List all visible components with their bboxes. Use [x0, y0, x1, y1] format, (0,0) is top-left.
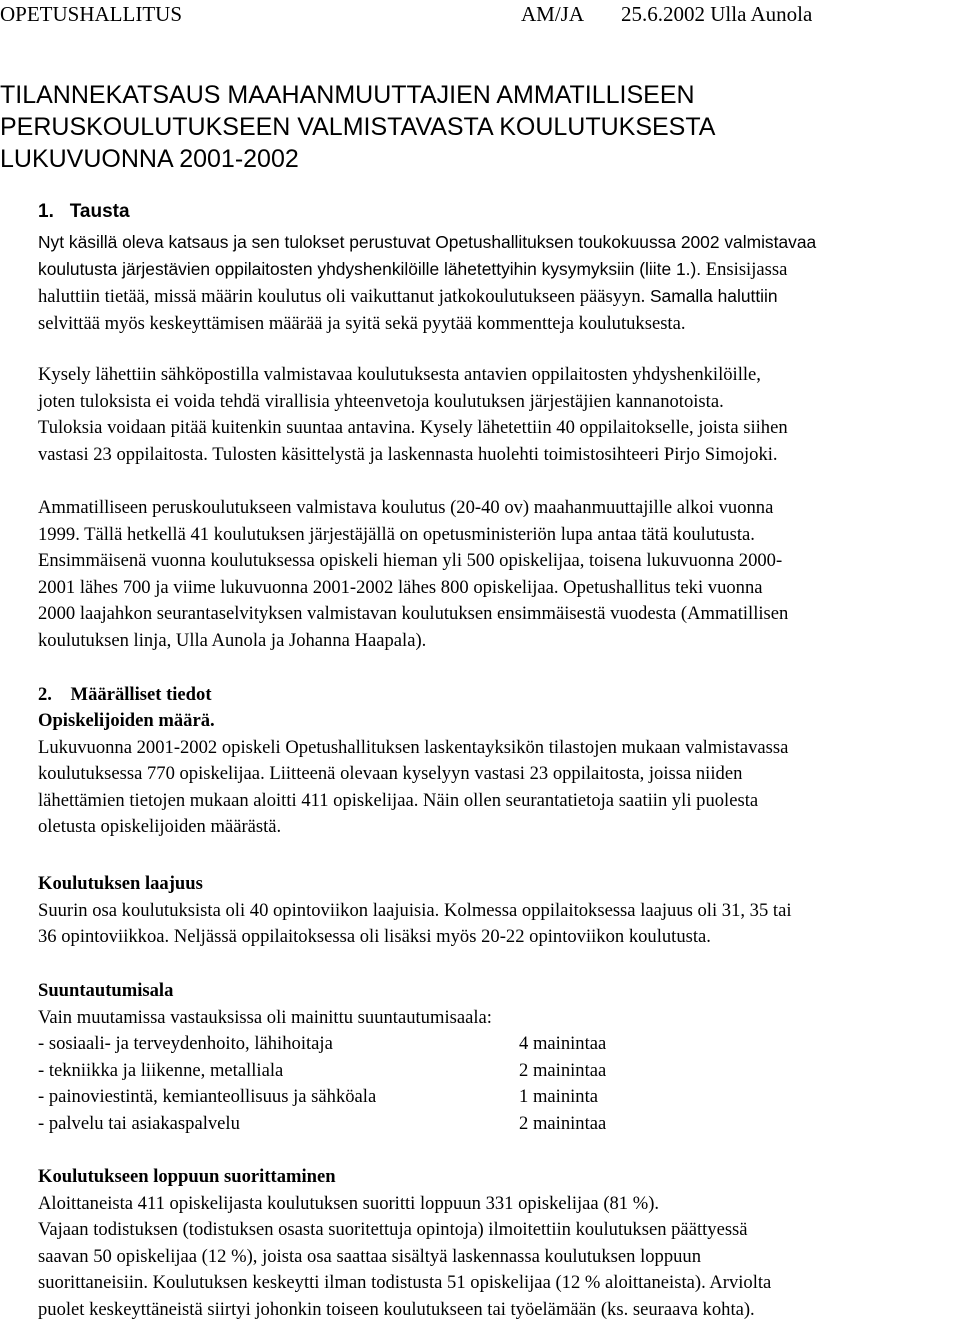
- paragraph-line: lähettämien tietojen mukaan aloitti 411 opiskelijaa. Näin ollen seurantatietoja saatiin yli puolesta: [38, 789, 759, 811]
- section-1-paragraph-1: [38, 229, 956, 337]
- list-item-field: - sosiaali- ja terveydenhoito, lähihoitaja: [38, 1033, 333, 1054]
- list-item: [38, 1031, 956, 1058]
- subsection-completion: [38, 1164, 956, 1323]
- paragraph-line: puolet keskeyttäneistä siirtyi johonkin toiseen koulutukseen tai työelämään (ks. seuraava kohta).: [38, 1298, 755, 1320]
- subsection-specialization: [38, 978, 956, 1137]
- list-item-field: - tekniikka ja liikenne, metalliala: [38, 1059, 284, 1081]
- list-item: [38, 1111, 956, 1138]
- header-organization: OPETUSHALLITUS: [0, 2, 182, 26]
- paragraph-segment: Samalla haluttiin: [649, 286, 778, 306]
- list-item-field: - palvelu tai asiakaspalvelu: [38, 1112, 240, 1134]
- paragraph-line: Aloittaneista 411 opiskelijasta koulutuksen suoritti loppuun 331 opiskelijaa (81 %).: [38, 1192, 660, 1214]
- subsection-heading: Opiskelijoiden määrä.: [38, 710, 215, 731]
- paragraph-line: 2001 lähes 700 ja viime lukuvuonna 2001-2002 lähes 800 opiskelijaa. Opetushallitus teki vuonna: [38, 576, 763, 598]
- subsection-heading: Suuntautumisala: [38, 980, 174, 1001]
- paragraph-line: koulutuksen linja, Ulla Aunola ja Johanna Haapala).: [38, 629, 427, 651]
- subsection-heading: Koulutuksen laajuus: [38, 873, 203, 894]
- paragraph-line: Ensimmäisenä vuonna koulutuksessa opiskeli hieman yli 500 opiskelijaa, toisena lukuvuonna 2000-: [38, 550, 783, 571]
- paragraph-line: joten tuloksista ei voida tehdä virallisia yhteenvetoja koulutuksen järjestäjien kannanotoista.: [38, 390, 724, 412]
- paragraph-line: Kysely lähettiin sähköpostilla valmistavaa koulutuksesta antavien oppilaitosten yhdyshenkilöille,: [38, 364, 761, 385]
- paragraph-line: oletusta opiskelijoiden määrästä.: [38, 816, 282, 837]
- document-header: [0, 2, 960, 28]
- section-1-number: 1.: [38, 201, 54, 222]
- subsection-student-count: [38, 708, 956, 841]
- list-item-count: 2 mainintaa: [519, 1112, 607, 1134]
- header-reference: AM/JA: [521, 2, 585, 26]
- paragraph-segment: koulutusta järjestävien oppilaitosten yhdyshenkilöille lähetettyihin kysymyksiin (liite 1.).: [38, 258, 702, 279]
- paragraph-line: 1999. Tällä hetkellä 41 koulutuksen järjestäjällä on opetusministeriön lupa antaa tätä koulutusta.: [38, 523, 755, 545]
- paragraph-line: Ammatilliseen peruskoulutukseen valmistava koulutus (20-40 ov) maahanmuuttajille alkoi vuonna: [38, 497, 774, 518]
- section-1-paragraph-2: [38, 362, 956, 468]
- paragraph-line: [38, 283, 956, 311]
- paragraph-line: vastasi 23 oppilaitosta. Tulosten käsittelystä ja laskennasta huolehti toimistosihteeri Pirjo Simojoki.: [38, 443, 778, 465]
- list-item: [38, 1084, 956, 1111]
- list-item-count: 2 mainintaa: [519, 1059, 607, 1081]
- title-line: TILANNEKATSAUS MAAHANMUUTTAJIEN AMMATILLISEEN: [0, 81, 695, 109]
- section-2-number: 2.: [38, 684, 52, 705]
- paragraph-line: 36 opintoviikkoa. Neljässä oppilaitoksessa oli lisäksi myös 20-22 opintoviikon koulutusta.: [38, 926, 711, 947]
- section-1-paragraph-3: [38, 495, 956, 654]
- section-1-title: Tausta: [69, 201, 130, 222]
- paragraph-line: Suurin osa koulutuksista oli 40 opintoviikon laajuisia. Kolmessa oppilaitoksessa laajuus oli 31, 35 tai: [38, 899, 792, 921]
- paragraph-line: 2000 laajahkon seurantaselvityksen valmistavan koulutuksen ensimmäisestä vuodesta (Ammatillisen: [38, 603, 789, 624]
- paragraph-line: suorittaneisiin. Koulutuksen keskeytti ilman todistusta 51 opiskelijaa (12 % aloittaneista). Arviolta: [38, 1272, 772, 1293]
- title-line: LUKUVUONNA 2001-2002: [0, 145, 299, 173]
- section-2-heading: [38, 682, 956, 709]
- list-item-count: 4 mainintaa: [519, 1033, 607, 1054]
- list-item-count: 1 maininta: [519, 1086, 599, 1107]
- subsection-training-scope: [38, 871, 956, 951]
- header-date-author: 25.6.2002 Ulla Aunola: [621, 2, 813, 26]
- paragraph-line: selvittää myös keskeyttämisen määrää ja syitä sekä pyytää kommentteja koulutuksesta.: [38, 312, 686, 334]
- subsection-heading: Koulutukseen loppuun suorittaminen: [38, 1166, 336, 1187]
- paragraph-segment: Ensisijassa: [705, 258, 788, 280]
- document-title: [0, 79, 950, 175]
- list-item-field: - painoviestintä, kemianteollisuus ja sähköala: [38, 1086, 377, 1107]
- paragraph-line: Nyt käsillä oleva katsaus ja sen tulokset perustuvat Opetushallituksen toukokuussa 2002 valmistavaa: [38, 232, 817, 252]
- paragraph-line: Vain muutamissa vastauksissa oli mainittu suuntautumisaala:: [38, 1006, 492, 1028]
- paragraph-line: Vajaan todistuksen (todistuksen osasta suoritettuja opintoja) ilmoitettiin koulutuksen päättyessä: [38, 1219, 748, 1240]
- list-item: [38, 1058, 956, 1085]
- section-2-title: Määrälliset tiedot: [70, 684, 212, 705]
- paragraph-line: Tuloksia voidaan pitää kuitenkin suuntaa antavina. Kysely lähetettiin 40 oppilaitokselle, joista siihen: [38, 417, 788, 438]
- paragraph-line: Lukuvuonna 2001-2002 opiskeli Opetushallituksen laskentayksikön tilastojen mukaan valmistavassa: [38, 736, 789, 758]
- paragraph-segment: haluttiin tietää, missä määrin koulutus oli vaikuttanut jatkokoulutukseen pääsyyn.: [38, 286, 646, 307]
- title-line: PERUSKOULUTUKSEEN VALMISTAVASTA KOULUTUKSESTA: [0, 113, 716, 141]
- paragraph-line: koulutuksessa 770 opiskelijaa. Liitteenä olevaan kyselyyn vastasi 23 oppilaitosta, joissa niiden: [38, 763, 743, 784]
- paragraph-line: saavan 50 opiskelijaa (12 %), joista osa saattaa sisältyä laskennassa koulutuksen loppuun: [38, 1245, 702, 1267]
- paragraph-line: [38, 256, 956, 284]
- section-1-heading: [38, 201, 130, 223]
